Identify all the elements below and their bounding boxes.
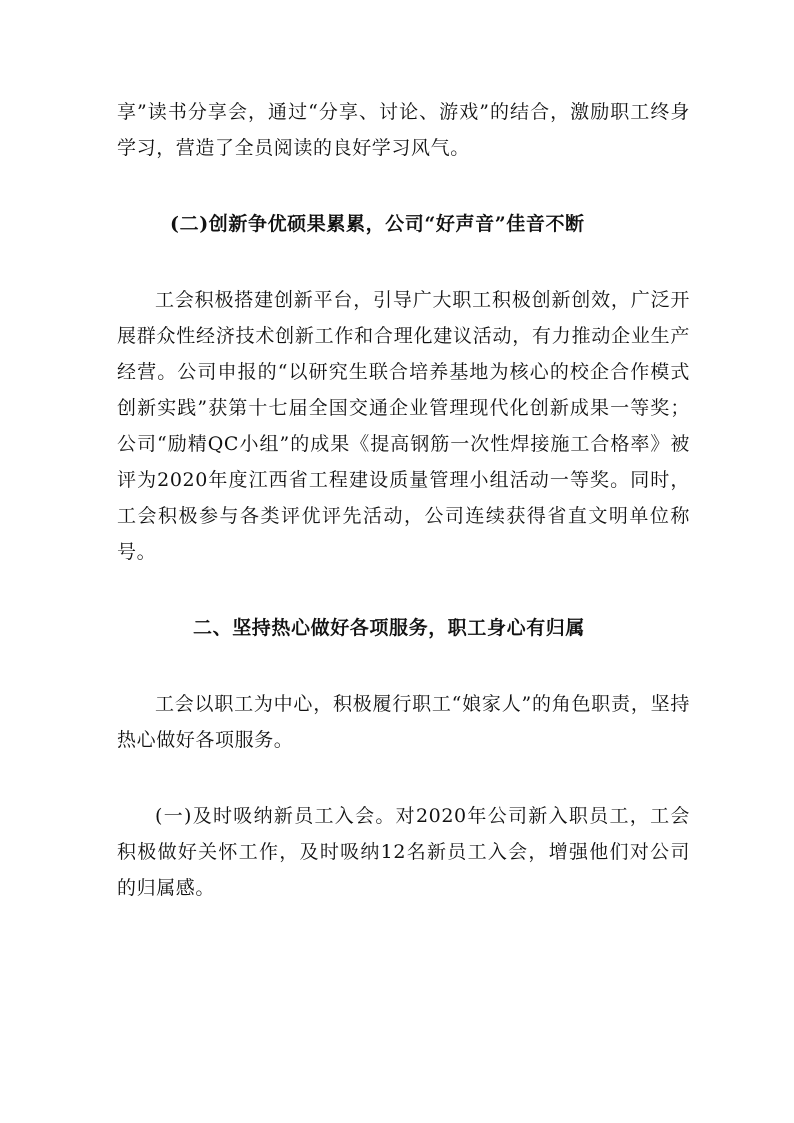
section-heading-services: 二、坚持热心做好各项服务，职工身心有归属	[193, 617, 586, 639]
paragraph-services-intro: 工会以职工为中心，积极履行职工“娘家人”的角色职责，坚持热心做好各项服务。	[117, 693, 690, 751]
paragraph-reading-culture: 享”读书分享会，通过“分享、讨论、游戏”的结合，激励职工终身学习，营造了全员阅读的良好学习风气。	[117, 101, 690, 159]
paragraph-innovation: 工会积极搭建创新平台，引导广大职工积极创新创效，广泛开展群众性经济技术创新工作和合理化建议活动，有力推动企业生产经营。公司申报的“以研究生联合培养基地为核心的校企合作模式创新实践”获第十七届全国交通企业管理现代化创新成果一等奖；公司“励精QC小组”的成果《提高钢筋一次性焊接施工合格率》被评为2020年度江西省工程建设质量管理小组活动一等奖。同时，工会积极参与各类评优评先活动，公司连续获得省直文明单位称号。	[117, 289, 690, 563]
subheading-innovation: (二)创新争优硕果累累，公司“好声音”佳音不断	[170, 213, 585, 235]
paragraph-new-members: (一)及时吸纳新员工入会。对2020年公司新入职员工，工会积极做好关怀工作，及时吸纳12名新员工入会，增强他们对公司的归属感。	[117, 805, 690, 899]
